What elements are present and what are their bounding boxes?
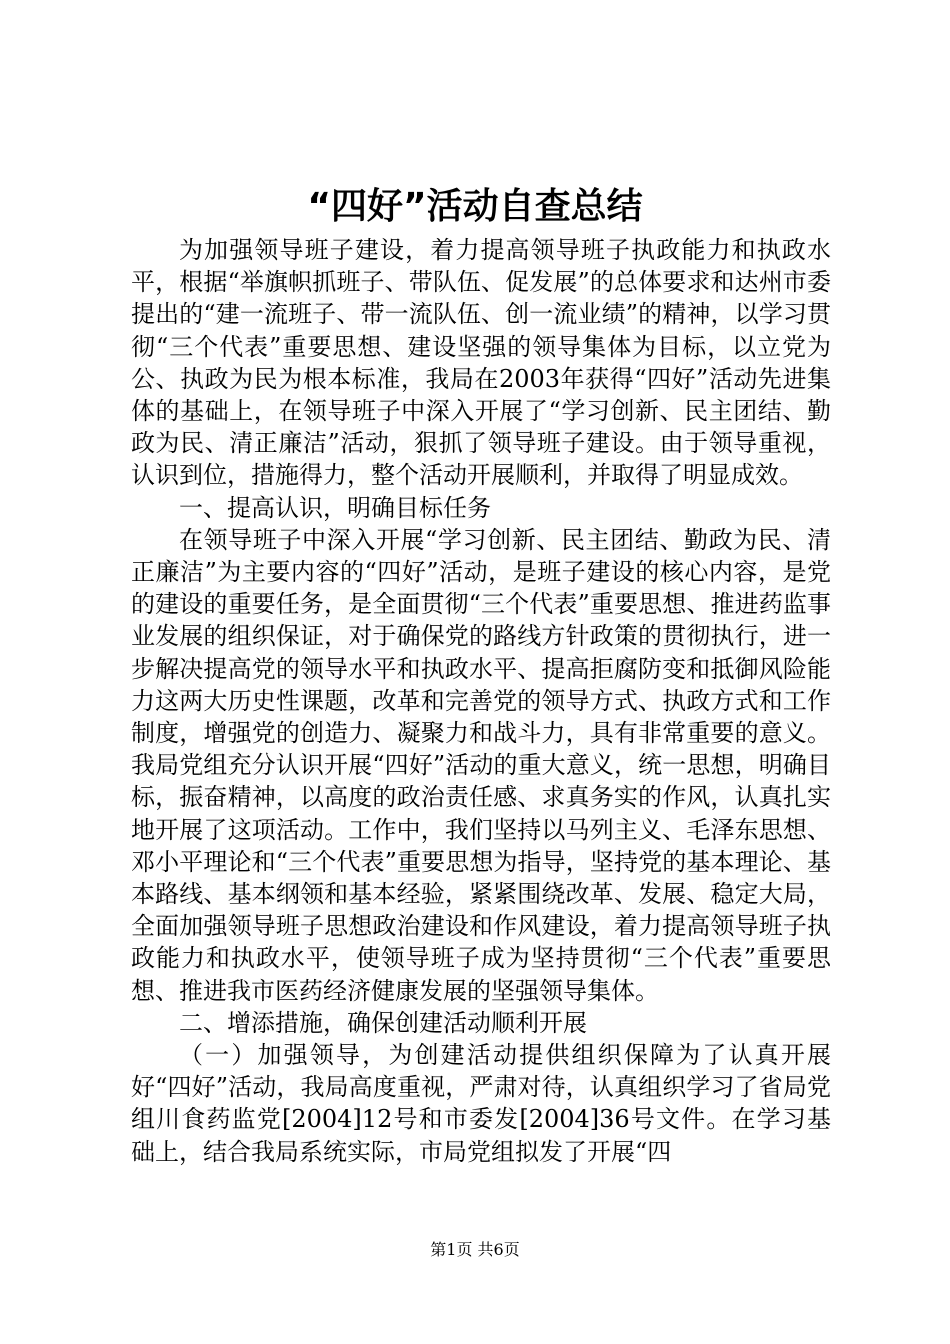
paragraph-section-2: （一）加强领导，为创建活动提供组织保障为了认真开展好“四好”活动，我局高度重视，严肃对待，认真组织学习了省局党组川食药监党[2004]12号和市委发[2004]36号文件。在学习基础上，结合我局系统实际，市局党组拟发了开展“四 [131,1041,831,1166]
section-heading-1: 一、提高认识，明确目标任务 [179,493,491,522]
page-title: “四好”活动自查总结 [307,186,643,227]
section-heading-2: 二、增添措施，确保创建活动顺利开展 [179,1008,587,1037]
document-body [131,234,831,1168]
paragraph-intro: 为加强领导班子建设，着力提高领导班子执政能力和执政水平，根据“举旗帜抓班子、带队伍、促发展”的总体要求和达州市委提出的“建一流班子、带一流队伍、创一流业绩”的精神，以学习贯彻“三个代表”重要思想、建设坚强的领导集体为目标，以立党为公、执政为民为根本标准，我局在2003年获得“四好”活动先进集体的基础上，在领导班子中深入开展了“学习创新、民主团结、勤政为民、清正廉洁”活动，狠抓了领导班子建设。由于领导重视，认识到位，措施得力，整个活动开展顺利，并取得了明显成效。 [131,236,831,490]
page-footer: 第1页 共6页 [430,1240,520,1259]
paragraph-section-1: 在领导班子中深入开展“学习创新、民主团结、勤政为民、清正廉洁”为主要内容的“四好”活动，是班子建设的核心内容，是党的建设的重要任务，是全面贯彻“三个代表”重要思想、推进药监事业发展的组织保证，对于确保党的路线方针政策的贯彻执行，进一步解决提高党的领导水平和执政水平、提高拒腐防变和抵御风险能力这两大历史性课题，改革和完善党的领导方式、执政方式和工作制度，增强党的创造力、凝聚力和战斗力，具有非常重要的意义。我局党组充分认识开展“四好”活动的重大意义，统一思想，明确目标，振奋精神，以高度的政治责任感、求真务实的作风，认真扎实地开展了这项活动。工作中，我们坚持以马列主义、毛泽东思想、邓小平理论和“三个代表”重要思想为指导，坚持党的基本理论、基本路线、基本纲领和基本经验，紧紧围绕改革、发展、稳定大局，全面加强领导班子思想政治建设和作风建设，着力提高领导班子执政能力和执政水平，使领导班子成为坚持贯彻“三个代表”重要思想、推进我市医药经济健康发展的坚强领导集体。 [131,525,831,1005]
